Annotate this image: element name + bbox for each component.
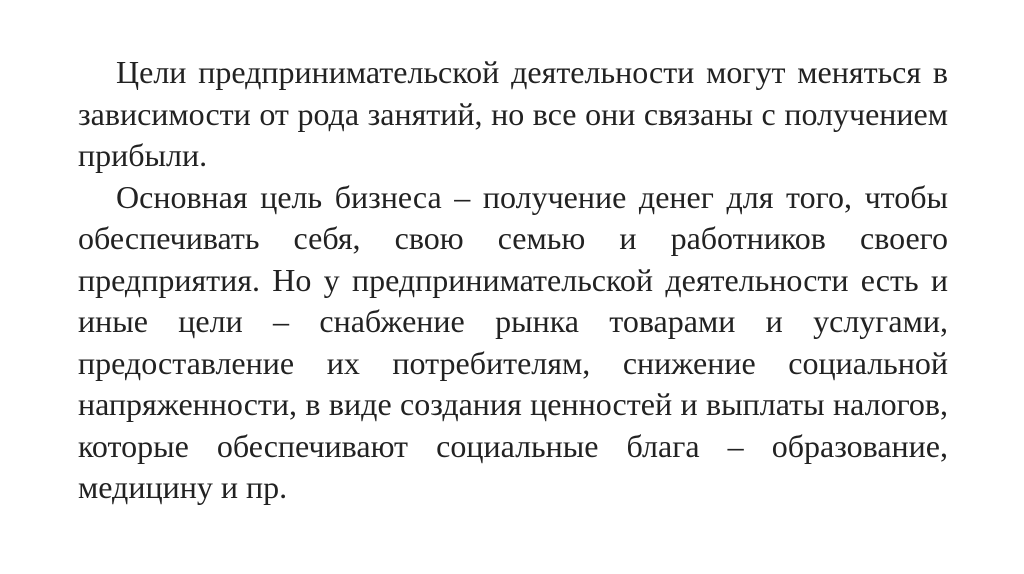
paragraph-main-goal: Основная цель бизнеса – получение денег для того, чтобы обеспечивать себя, свою семью и работников своего предприятия. Но у предпринимательской деятельности есть и иные цели – снабжение рынка товарами и услугами, предоставление их потребителям, снижение социальной напряженности, в виде создания ценностей и выплаты налогов, которые обеспечивают социальные блага – образование, медицину и пр. [78, 178, 948, 505]
slide-body [78, 52, 948, 509]
paragraph-goals: Цели предпринимательской деятельности могут меняться в зависимости от рода занятий, но все они связаны с получением прибыли. [78, 54, 948, 173]
